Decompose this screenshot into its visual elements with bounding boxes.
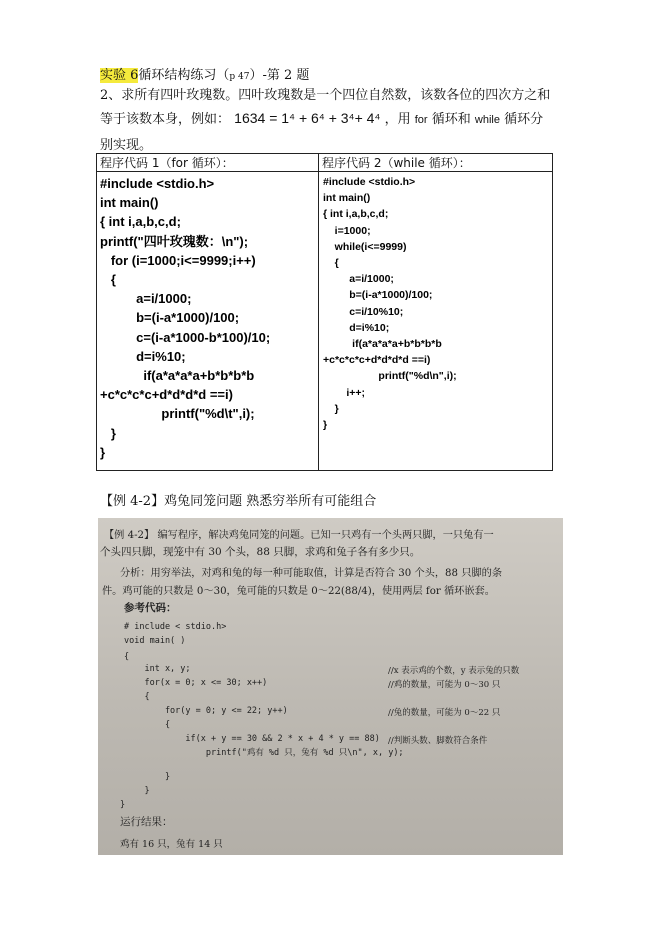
textbook-photo-content [98,518,563,855]
keyword-while: while [474,114,500,126]
rose-number-formula: 1634 = 1⁴ + 6⁴ + 3⁴+ 4⁴ [234,110,381,126]
photo-code-line: { [124,692,150,702]
code2-cell [319,172,553,471]
photo-code-line: printf("鸡有 %d 只，兔有 %d 只\n", x, y); [124,748,404,758]
photo-ref-label: 参考代码： [124,602,177,614]
photo-code-line: for(x = 0; x <= 30; x++) [124,678,268,688]
photo-comment: //x 表示鸡的个数，y 表示兔的只数 [388,666,520,676]
code1-for-loop: #include <stdio.h> int main() { int i,a,b,c,d; printf("四叶玫瑰数：\n"); for (i=1000;i<=9999;i++) { a=i/1000; b=(i-a*1000)/100; c=(i-a*1000-b*100)/10; d=i%10; if(a*a*a*a+b*b*b*b +c*c*c*c+d*d*d*d ==i) printf("%d\t",i); } } [100,176,271,460]
textbook-photo [98,518,563,855]
example-label: 【例 4-2】鸡兔同笼问题 熟悉穷举所有可能组合 [100,494,377,509]
photo-result-label: 运行结果： [120,816,173,828]
exercise-heading [100,64,309,83]
code2-while-loop: #include <stdio.h> int main() { int i,a,b,c,d; i=1000; while(i<=9999) { a=i/1000; b=(i-a*1000)/100; c=i/10%10; d=i%10; if(a*a*a*a+b*b*b*b +c*c*c*c+d*d*d*d ==i) printf("%d\n",i); i++; } } [323,176,457,432]
photo-comment: //判断头数、脚数符合条件 [388,736,488,746]
photo-code-line: } [124,786,150,796]
photo-code-line: if(x + y == 30 && 2 * x + 4 * y == 88) [124,734,380,744]
code1-header: 程序代码 1（for 循环）： [97,154,319,172]
photo-code-line: # include < stdio.h> [124,622,227,632]
photo-code-line: void main( ) [124,636,186,646]
code1-cell [97,172,319,471]
question-line-3: 别实现。 [100,138,153,153]
photo-comment: //鸡的数量，可能为 0～30 只 [388,680,501,690]
photo-code-line: } [120,800,126,810]
question-line-2d: 循环分 [504,112,544,127]
code2-header: 程序代码 2（while 循环）： [319,154,553,172]
photo-code-line: for(y = 0; y <= 22; y++) [124,706,288,716]
heading-title-b: ）-第 2 题 [249,68,310,83]
code-table [96,153,553,471]
question-line-2a: 等于该数本身，例如： [100,112,231,127]
photo-code-line: { [124,720,171,730]
photo-comment: //兔的数量，可能为 0～22 只 [388,708,501,718]
photo-result: 鸡有 16 只，兔有 14 只 [120,839,223,850]
photo-code-line: } [124,772,171,782]
photo-line-4: 件。鸡可能的只数是 0～30，兔可能的只数是 0～22(88/4)，使用两层 for 循环嵌套。 [102,586,495,597]
keyword-for: for [414,114,428,126]
photo-line-3: 分析：用穷举法，对鸡和兔的每一种可能取值，计算是否符合 30 个头，88 只脚的条 [120,568,503,579]
question-line-1: 2、求所有四叶玫瑰数。四叶玫瑰数是一个四位自然数，该数各位的四次方之和 [100,88,551,103]
question-line-2b: ，用 [384,112,411,127]
photo-code-line: { [124,652,130,662]
experiment-highlight: 实验 6 [100,68,139,83]
page-ref: p 47 [229,72,250,82]
question-line-2c: 循环和 [431,112,471,127]
photo-line-1: 【例 4-2】 编写程序，解决鸡兔同笼的问题。已知一只鸡有一个头两只脚，一只兔有一 [104,530,494,541]
heading-title-a: 循环结构练习（ [138,68,230,83]
question-line-2 [100,108,543,127]
photo-code-line: int x, y; [124,664,191,674]
photo-line-2: 个头四只脚，现笼中有 30 个头，88 只脚，求鸡和兔子各有多少只。 [100,546,421,558]
